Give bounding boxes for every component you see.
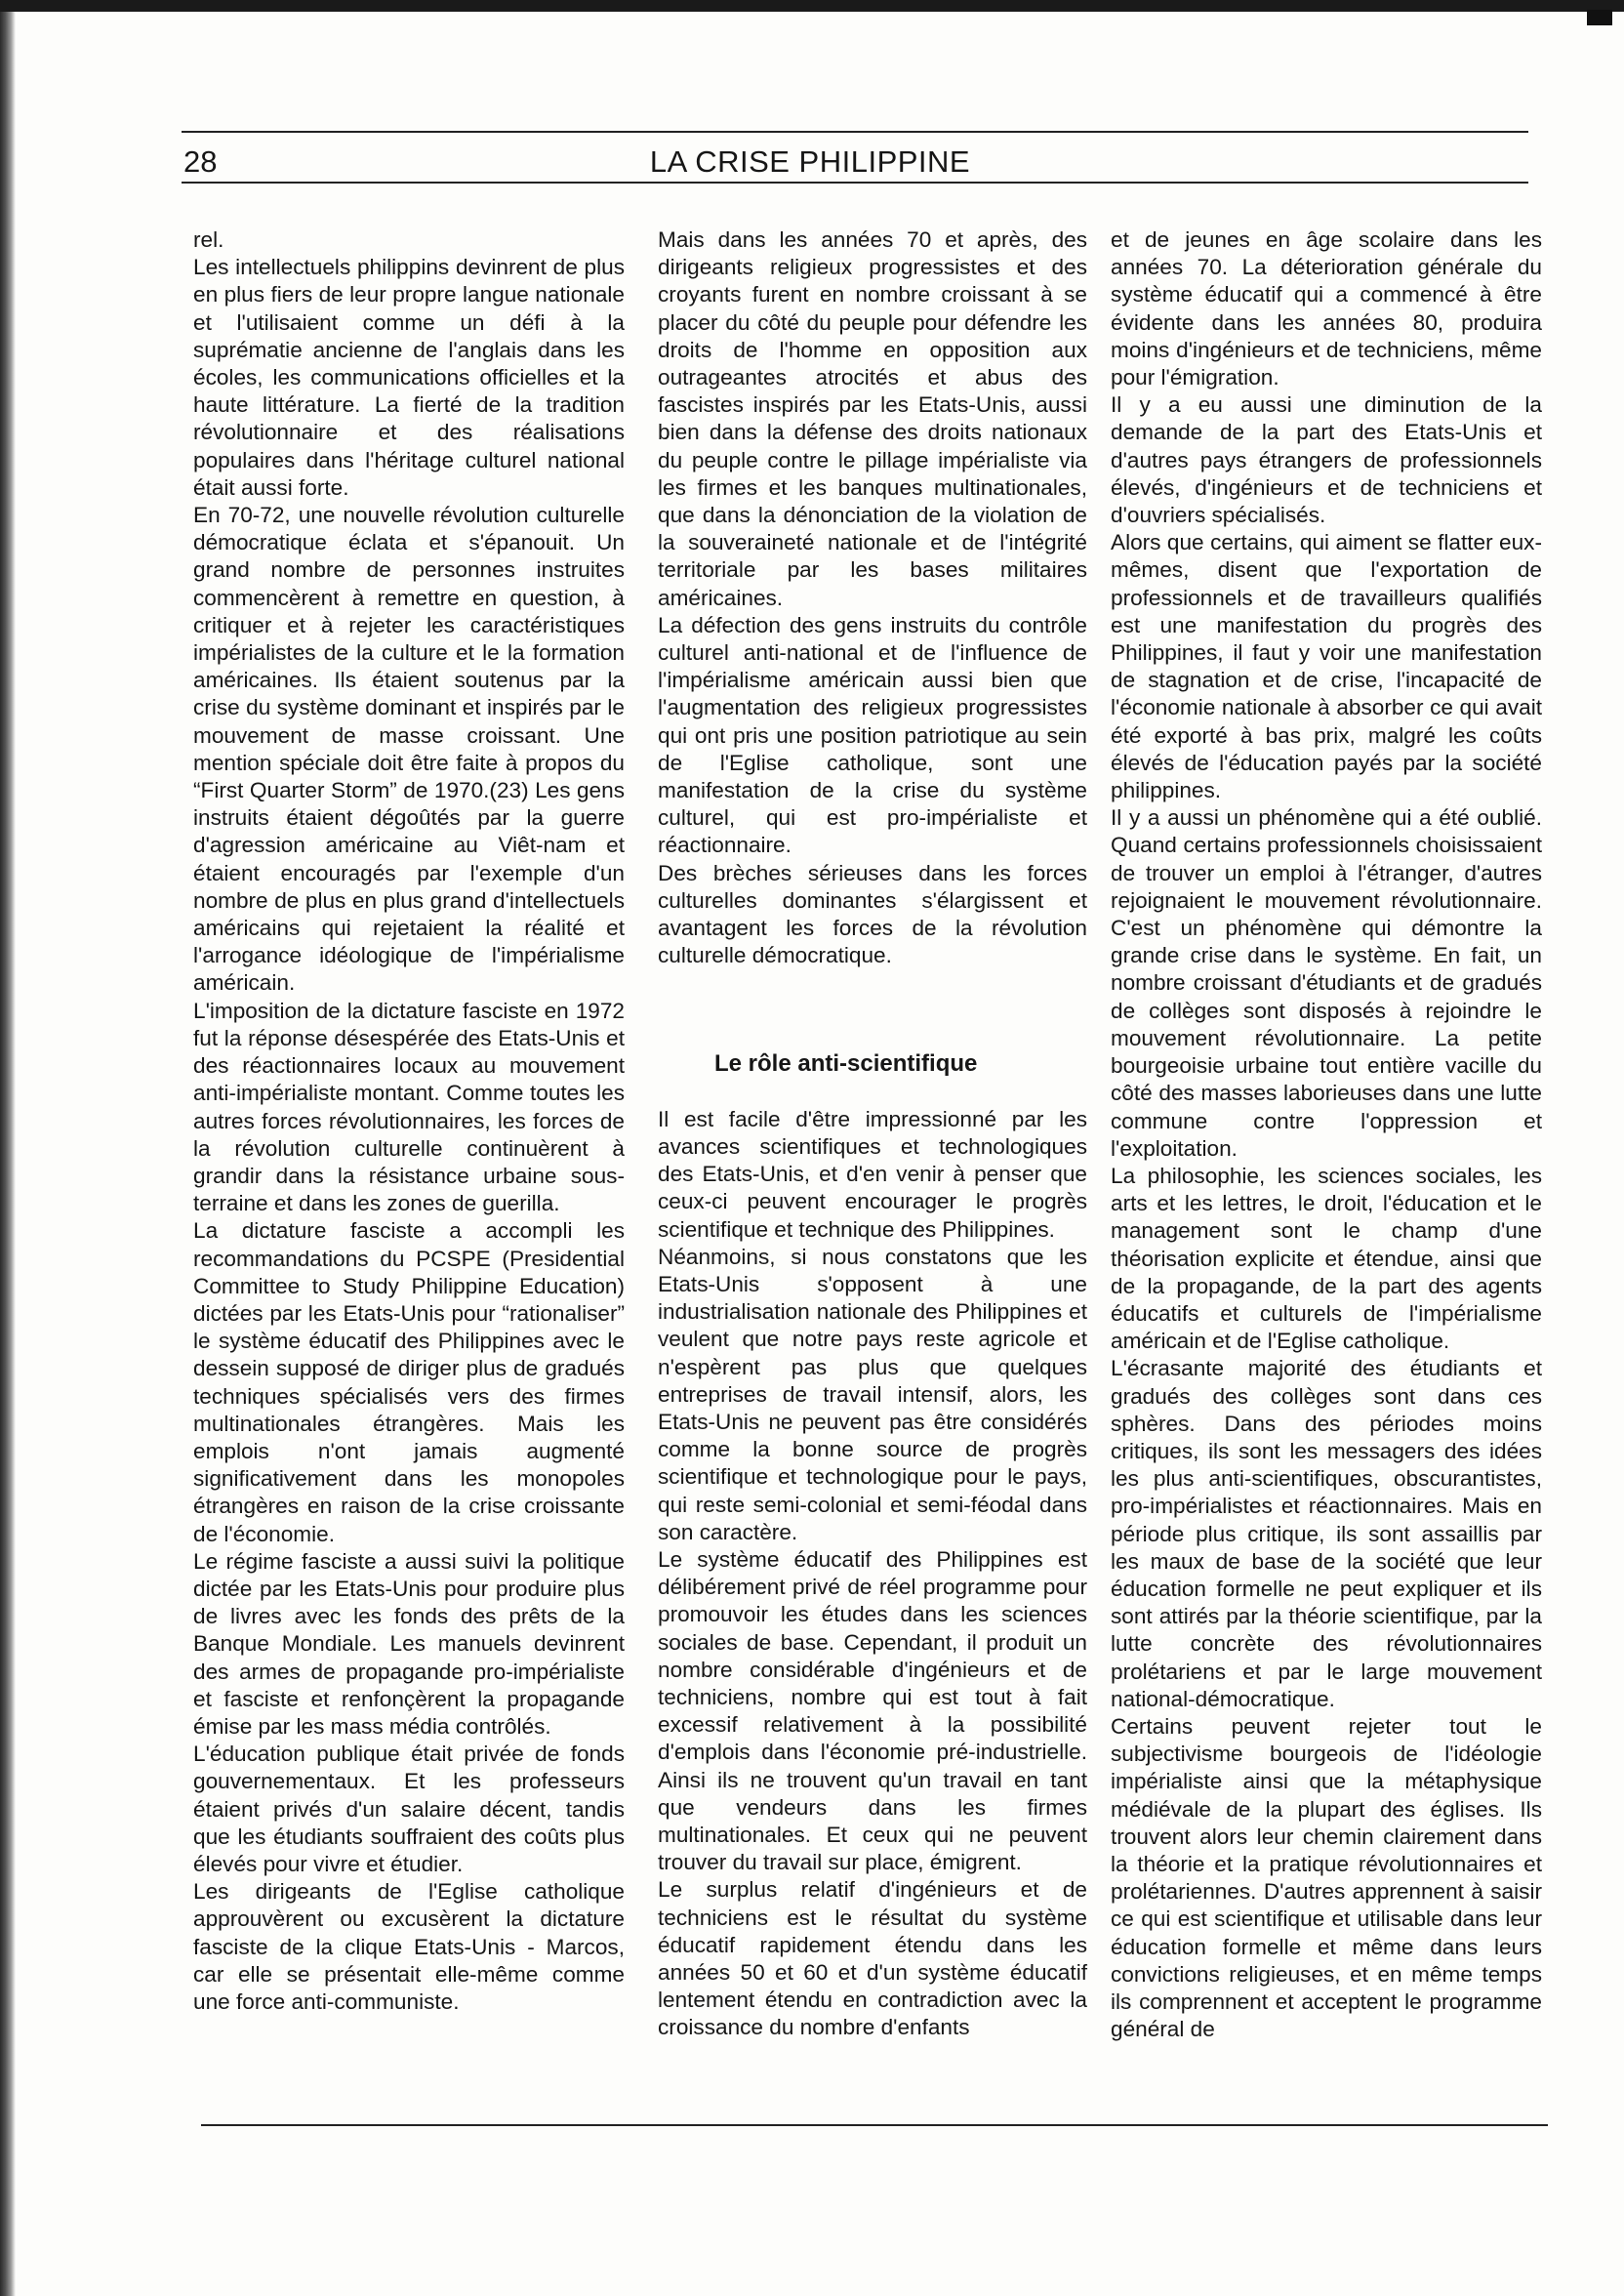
paragraph: La philosophie, les sciences sociales, les arts et les lettres, le droit, l'éducation et le management sont le champ d'une théorisation explicite et étendue, ainsi que de la propagande, de la part des agents éducatifs et culturels de l'impérialisme américain et de l'Eglise catholique. (1111, 1163, 1542, 1354)
section-heading: Le rôle anti-scientifique (714, 1050, 978, 1078)
paragraph: Des brèches sérieuses dans les forces culturelles dominantes s'élargissent et avantagent les forces de la révolution culturelle démocratique. (658, 860, 1087, 968)
paragraph: L'écrasante majorité des étudiants et gradués des collèges sont dans ces sphères. Dans des périodes moins critiques, ils sont les messagers des idées les plus anti-scientifiques, obscurantistes, pro-impérialistes et réactionnaires. Mais en période plus critique, ils sont assaillis par les maux de base de la société que leur éducation formelle ne peut expliquer et ils sont attirés par la théorie scientifique, par la lutte concrète des révolutionnaires prolétariens et par le large mouvement national-démocratique. (1111, 1356, 1542, 1711)
paragraph: Il y a eu aussi une diminution de la demande de la part des Etats-Unis et d'autres pays étrangers de professionnels élevés, d'ingénieurs et de techniciens et d'ouvriers spécialisés. (1111, 392, 1542, 528)
paragraph: En 70-72, une nouvelle révolution culturelle démocratique éclata et s'épanouit. Un grand nombre de personnes instruites commencèrent à remettre en question, à critiquer et à rejeter les caractéristiques impérialistes de la culture et le la formation américaines. Ils étaient soutenus par la crise du système dominant et inspirés par le mouvement de masse croissant. Une mention spéciale doit être faite à propos du “First Quarter Storm” de 1970.(23) Les gens instruits étaient dégoûtés par la guerre d'agression américaine au Viêt-nam et étaient encouragés par l'exemple d'un nombre de plus en plus grand d'intellectuels américains qui rejetaient la réalité et l'arrogance idéologique de l'impérialisme américain. (193, 503, 625, 996)
running-title: LA CRISE PHILIPPINE (649, 144, 971, 179)
paragraph: Alors que certains, qui aiment se flatter eux-mêmes, disent que l'exportation de professionnels et de travailleurs qualifiés est une manifestation du progrès des Philippines, il faut y voir une manifestation de stagnation et de crise, l'incapacité de l'économie nationale à absorber ce qui avait été exporté à bas prix, malgré les coûts élevés de l'éducation payés par la société philippines. (1111, 530, 1542, 803)
paragraph: Néanmoins, si nous constatons que les Etats-Unis s'opposent à une industrialisation nationale des Philippines et veulent que notre pays reste agricole et n'espèrent pas plus que quelques entreprises de travail intensif, alors, les Etats-Unis ne peuvent pas être considérés comme la bonne source de progrès scientifique et technologique pour le pays, qui reste semi-colonial et semi-féodal dans son caractère. (658, 1244, 1087, 1544)
paragraph: La défection des gens instruits du contrôle culturel anti-national et de l'influence de l'impérialisme américain aussi bien que l'augmentation des religieux progressistes qui ont pris une position patriotique au sein de l'Eglise catholique, sont une manifestation de la crise du système culturel, qui est pro-impérialiste et réactionnaire. (658, 612, 1087, 858)
paragraph: Le régime fasciste a aussi suivi la politique dictée par les Etats-Unis pour produire plus de livres avec les fonds des prêts de la Banque Mondiale. Les manuels devinrent des armes de propagande pro-impérialiste et fasciste et renfonçèrent la propagande émise par les mass média contrôlés. (193, 1548, 625, 1739)
page-number: 28 (183, 144, 218, 179)
paragraph: L'imposition de la dictature fasciste en 1972 fut la réponse désespérée des Etats-Unis et des réactionnaires locaux au mouvement anti-impérialiste montant. Comme toutes les autres forces révolutionnaires, les forces de la révolution culturelle continuèrent à grandir dans la résistance urbaine sous-terraine et dans les zones de guerilla. (193, 998, 625, 1216)
scan-corner-mark (1587, 10, 1612, 25)
paragraph: Mais dans les années 70 et après, des dirigeants religieux progressistes et des croyants furent en nombre croissant à se placer du côté du peuple pour défendre les droits de l'homme en opposition aux outrageantes atrocités et abus des fascistes inspirés par les Etats-Unis, aussi bien dans la défense des droits nationaux du peuple contre le pillage impérialiste via les firmes et les banques multinationales, que dans la dénonciation de la violation de la souveraineté nationale et de l'intégrité territoriale par les bases militaires américaines. (658, 227, 1087, 610)
paragraph: Certains peuvent rejeter tout le subjectivisme bourgeois de l'idéologie impérialiste ainsi que la métaphysique médiévale de la plupart des églises. Ils trouvent alors leur chemin clairement dans la théorie et la pratique révolutionnaires et prolétariennes. D'autres apprennent à saisir ce qui est scientifique et utilisable dans leur éducation formelle et même dans leurs convictions religieuses, et en même temps ils comprennent et acceptent le programme général de (1111, 1713, 1542, 2042)
paragraph: et de jeunes en âge scolaire dans les années 70. La déterioration générale du système éducatif qui a commencé à être évidente dans les années 80, produira moins d'ingénieurs et de techniciens, même pour l'émigration. (1111, 227, 1542, 390)
paragraph: Il y a aussi un phénomène qui a été oublié. Quand certains professionnels choisissaient de trouver un emploi à l'étranger, d'autres rejoignaient le mouvement révolutionnaire. C'est un phénomène qui démontre la grande crise dans le système. En fait, un nombre croissant d'étudiants et de gradués de collèges sont disposés à rejoindre le mouvement révolutionnaire. La petite bourgeoisie urbaine tout entière vacille du côté des masses laborieuses dans une lutte commune contre l'oppression et l'exploitation. (1111, 805, 1542, 1161)
column-3 (1111, 226, 1542, 2043)
paragraph: rel. (193, 227, 224, 252)
column-1 (193, 226, 625, 2016)
paragraph: Les intellectuels philippins devinrent de plus en plus fiers de leur propre langue nationale et l'utilisaient comme un défi à la suprématie ancienne de l'anglais dans les écoles, les communications officielles et la haute littérature. La fierté de la tradition révolutionnaire et des réalisations populaires dans l'héritage culturel national était aussi forte. (193, 255, 625, 500)
header-rule-top (182, 131, 1528, 133)
header-rule-bottom (182, 182, 1528, 184)
scan-edge-left (0, 12, 16, 2296)
paragraph: Le surplus relatif d'ingénieurs et de techniciens est le résultat du système éducatif rapidement étendu dans les années 50 et 60 et d'un système éducatif lentement étendu en contradiction avec la croissance du nombre d'enfants (658, 1877, 1087, 2040)
paragraph: La dictature fasciste a accompli les recommandations du PCSPE (Presidential Committee to Study Philippine Education) dictées par les Etats-Unis pour “rationaliser” le système éducatif des Philippines avec le dessein supposé de diriger plus de gradués techniques spécialisés vers des firmes multinationales étrangères. Mais les emplois n'ont jamais augmenté significativement dans les monopoles étrangères en raison de la crise croissante de l'économie. (193, 1218, 625, 1546)
paragraph: Le système éducatif des Philippines est délibérement privé de réel programme pour promouvoir les études dans les sciences sociales de base. Cependant, il produit un nombre considérable d'ingénieurs et de techniciens, nombre qui est tout à fait excessif relativement à la possibilité d'emplois dans l'économie pré-industrielle. Ainsi ils ne trouvent qu'un travail en tant que vendeurs dans les firmes multinationales. Et ceux qui ne peuvent trouver du travail sur place, émigrent. (658, 1546, 1087, 1875)
paragraph: Les dirigeants de l'Eglise catholique approuvèrent ou excusèrent la dictature fasciste de la clique Etats-Unis - Marcos, car elle se présentait elle-même comme une force anti-communiste. (193, 1879, 625, 2014)
column-2 (658, 226, 1087, 2042)
footer-rule (201, 2124, 1548, 2126)
paragraph: L'éducation publique était privée de fonds gouvernementaux. Et les professeurs étaient privés d'un salaire décent, tandis que les étudiants souffraient des coûts plus élevés pour vivre et étudier. (193, 1742, 625, 1876)
paragraph: Il est facile d'être impressionné par les avances scientifiques et technologiques des Etats-Unis, et d'en venir à penser que ceux-ci peuvent encourager le progrès scientifique et technique des Philippines. (658, 1106, 1087, 1242)
scan-edge-top (0, 0, 1624, 12)
